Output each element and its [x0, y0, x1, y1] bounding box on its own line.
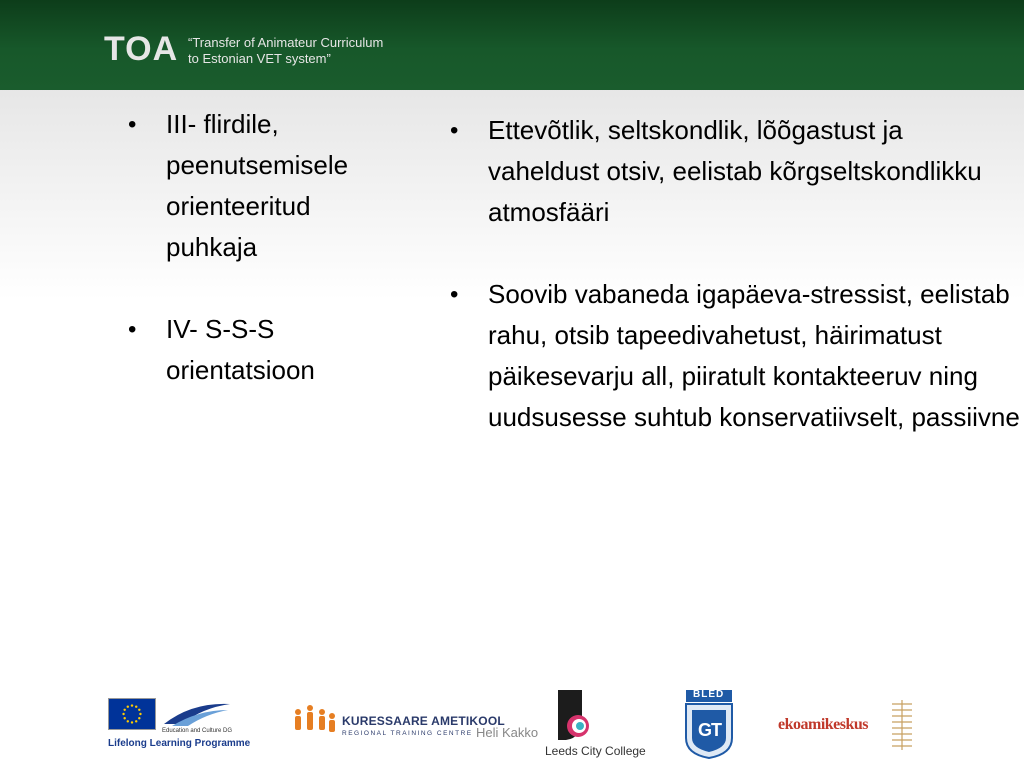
- ka-name-label: KURESSAARE AMETIKOOL: [342, 714, 505, 728]
- toa-subtitle-line1: “Transfer of Animateur Curriculum: [188, 35, 384, 50]
- toa-subtitle-line2: to Estonian VET system”: [188, 51, 331, 66]
- bled-label: BLED: [693, 689, 725, 700]
- figures-icon: [292, 702, 336, 742]
- ka-sub-label: REGIONAL TRAINING CENTRE: [342, 730, 473, 737]
- edu-culture-label: Education and Culture DG: [162, 728, 233, 734]
- svg-text:T: T: [711, 720, 722, 740]
- footer-logos: [0, 680, 1024, 768]
- eco-label: ekoamikeskus: [778, 716, 869, 733]
- leeds-logo-icon: [556, 688, 596, 742]
- header-banner: [0, 0, 1024, 90]
- right-bullet-item: • Ettevõtlik, seltskondlik, lõõgastust ja vaheldust otsiv, eelistab kõrgseltskondlikku atmosfääri: [450, 110, 1020, 233]
- swoosh-icon: [162, 694, 232, 730]
- left-bullet-item: • III- flirdile, peenutsemisele orienteeritud puhkaja: [128, 104, 408, 268]
- left-bullet-item: • IV- S-S-S orientatsioon: [128, 309, 408, 391]
- lcc-label: Leeds City College: [545, 744, 646, 758]
- right-bullet-item: • Soovib vabaneda igapäeva-stressist, eelistab rahu, otsib tapeedivahetust, häirimatust päikesevarju all, piiratult kontakteeruv ning uudsusesse suhtub konservatiivselt, passiivne: [450, 274, 1020, 438]
- toa-logo: TOA: [104, 30, 179, 68]
- svg-text:G: G: [698, 720, 713, 740]
- toa-subtitle: [188, 35, 383, 67]
- eu-flag-icon: [108, 698, 156, 730]
- eco-lines-icon: [892, 700, 912, 750]
- left-bullet-list: [128, 104, 408, 391]
- llp-label: Lifelong Learning Programme: [108, 738, 251, 749]
- right-bullet-list: [450, 110, 1020, 438]
- author-label: Heli Kakko: [476, 725, 539, 740]
